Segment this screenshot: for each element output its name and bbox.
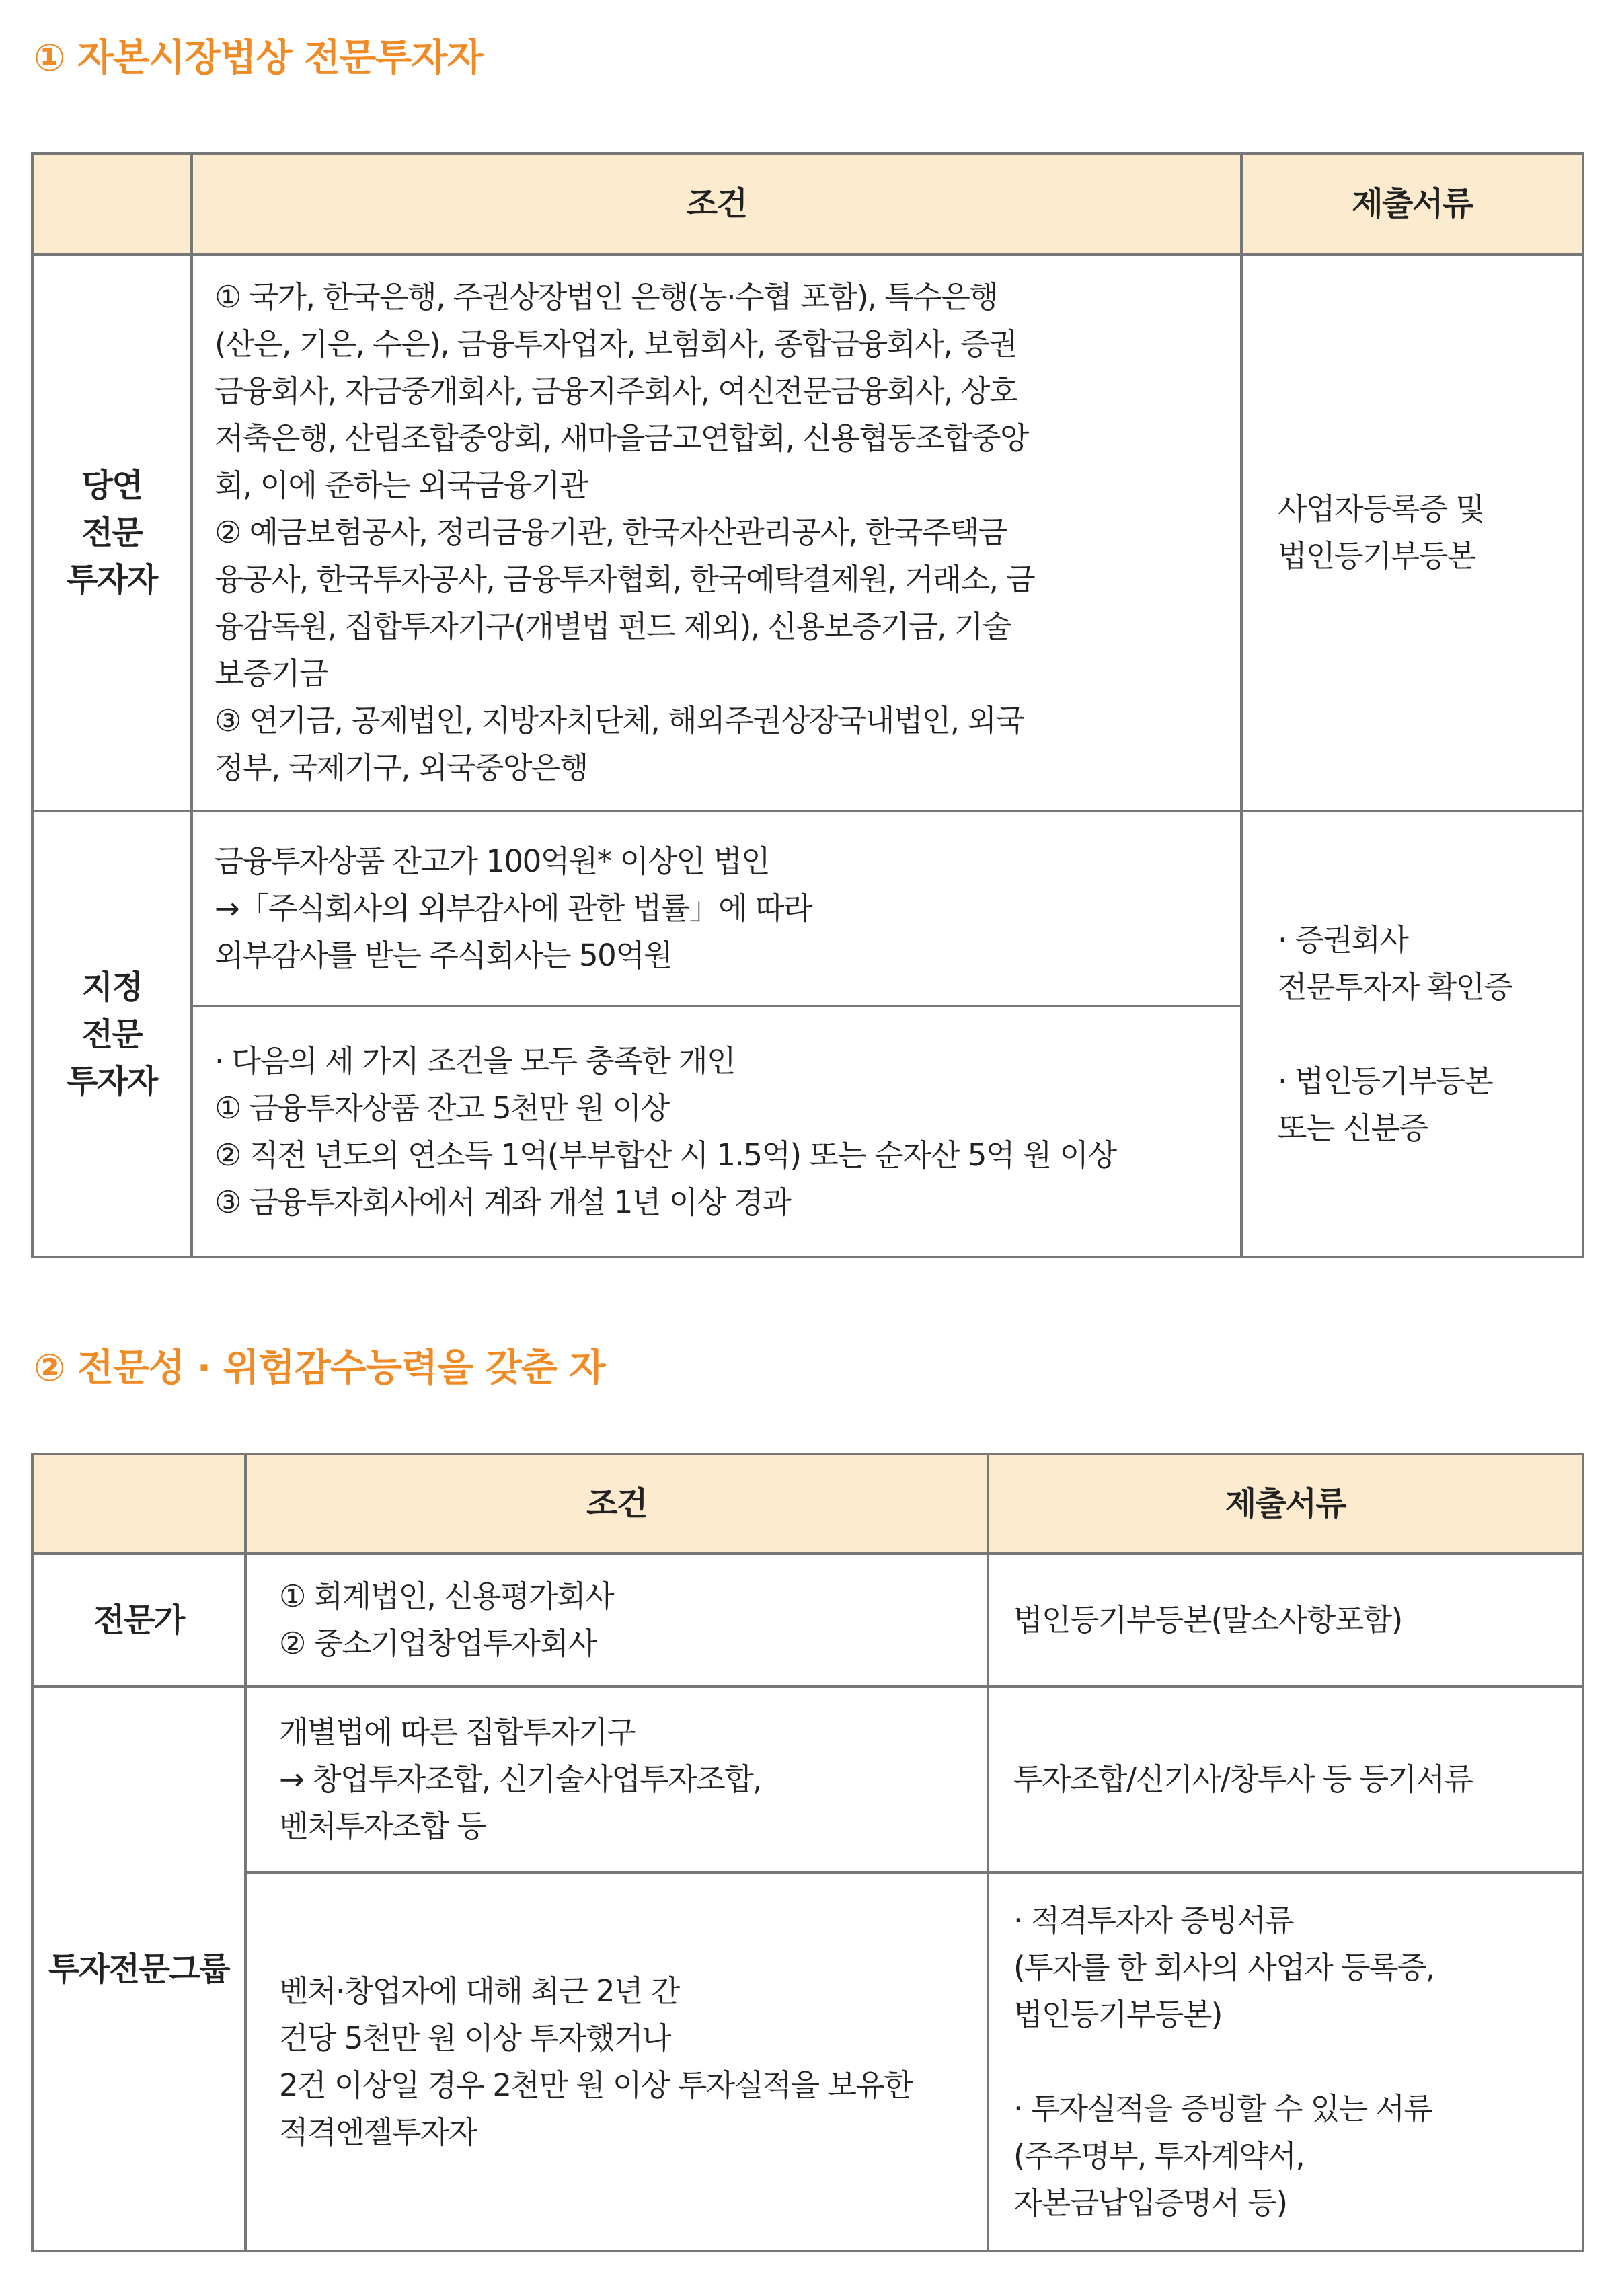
condition-line: 금융투자상품 잔고가 100억원* 이상인 법인 [215, 843, 770, 879]
condition-cell [192, 254, 1241, 811]
document-line: 법인등기부등본) [1013, 1996, 1222, 2032]
condition-cell [245, 1872, 988, 2251]
documents-cell [988, 1687, 1583, 1872]
condition-line: →「주식회사의 외부감사에 관한 법률」에 따라 [215, 890, 812, 926]
condition-line: 2건 이상일 경우 2천만 원 이상 투자실적을 보유한 [279, 2067, 913, 2103]
condition-line: 벤처·창업자에 대해 최근 2년 간 [279, 1973, 679, 2009]
row-head-investment-group: 투자전문그룹 [32, 1687, 245, 2251]
documents-cell [988, 1554, 1583, 1687]
condition-cell [192, 1006, 1241, 1257]
documents-cell [988, 1872, 1583, 2251]
header-documents: 제출서류 [1241, 153, 1583, 254]
condition-line: 외부감사를 받는 주식회사는 50억원 [215, 937, 672, 973]
condition-line: ① 금융투자상품 잔고 5천만 원 이상 [215, 1089, 669, 1126]
row-head-line: 당연 [81, 467, 143, 504]
condition-cell [245, 1554, 988, 1687]
row-head-line: 투자자 [67, 1062, 157, 1100]
documents-cell [1241, 254, 1583, 811]
condition-line: 정부, 국제기구, 외국중앙은행 [215, 750, 588, 786]
condition-line: 융공사, 한국투자공사, 금융투자협회, 한국예탁결제원, 거래소, 금 [215, 562, 1035, 597]
condition-line: 건당 5천만 원 이상 투자했거나 [279, 2020, 670, 2056]
document-line: 또는 신분증 [1278, 1110, 1428, 1146]
document-line: · 법인등기부등본 [1278, 1063, 1493, 1099]
professional-investor-table [31, 152, 1584, 1258]
condition-cell [245, 1687, 988, 1872]
condition-line: 회, 이에 준하는 외국금융기관 [215, 467, 588, 503]
table-row [32, 254, 1583, 811]
section-1-title: ① 자본시장법상 전문투자자 [34, 36, 483, 80]
table-row [32, 1687, 1583, 1872]
document-line: (투자를 한 회사의 사업자 등록증, [1013, 1949, 1434, 1985]
qualified-investor-table [31, 1453, 1584, 2252]
condition-line: ① 회계법인, 신용평가회사 [279, 1578, 613, 1614]
condition-line: 벤처투자조합 등 [279, 1808, 486, 1844]
row-head-expert: 전문가 [32, 1554, 245, 1687]
document-line: 법인등기부등본(말소사항포함) [1013, 1602, 1402, 1638]
row-head-designated-professional [32, 811, 192, 1257]
condition-line: · 다음의 세 가지 조건을 모두 충족한 개인 [215, 1042, 735, 1079]
documents-cell [1241, 811, 1583, 1257]
condition-line: 개별법에 따른 집합투자기구 [279, 1714, 636, 1750]
condition-line: (산은, 기은, 수은), 금융투자업자, 보험회사, 종합금융회사, 증권 [215, 326, 1017, 362]
condition-line: ① 국가, 한국은행, 주권상장법인 은행(농·수협 포함), 특수은행 [215, 279, 998, 315]
condition-line: 보증기금 [215, 656, 328, 691]
document-line: 자본금납입증명서 등) [1013, 2184, 1287, 2221]
row-head-line: 전문 [81, 514, 143, 551]
condition-line: ② 직전 년도의 연소득 1억(부부합산 시 1.5억) 또는 순자산 5억 원 이상 [215, 1137, 1116, 1173]
section-2-title: ② 전문성 · 위험감수능력을 갖춘 자 [34, 1346, 605, 1390]
condition-line: ③ 연기금, 공제법인, 지방자치단체, 해외주권상장국내법인, 외국 [215, 703, 1024, 738]
table-row [32, 811, 1583, 1006]
condition-line: → 창업투자조합, 신기술사업투자조합, [279, 1761, 761, 1797]
condition-line: ② 예금보험공사, 정리금융기관, 한국자산관리공사, 한국주택금 [215, 514, 1007, 550]
row-head-line: 투자자 [67, 561, 157, 599]
document-line: 사업자등록증 및 [1278, 491, 1484, 527]
condition-line: 저축은행, 산림조합중앙회, 새마을금고연합회, 신용협동조합중앙 [215, 420, 1029, 456]
table-row [32, 1872, 1583, 2251]
condition-line: 융감독원, 집합투자기구(개별법 펀드 제외), 신용보증기금, 기술 [215, 609, 1011, 644]
header-blank [32, 1454, 245, 1554]
document-line: 법인등기부등본 [1278, 538, 1475, 574]
row-head-line: 지정 [81, 968, 143, 1006]
table-row [32, 1554, 1583, 1687]
header-documents: 제출서류 [988, 1454, 1583, 1554]
row-head-natural-professional [32, 254, 192, 811]
document-line: 투자조합/신기사/창투사 등 등기서류 [1013, 1761, 1473, 1797]
table-header-row [32, 153, 1583, 254]
header-blank [32, 153, 192, 254]
condition-line: 금융회사, 자금중개회사, 금융지주회사, 여신전문금융회사, 상호 [215, 373, 1017, 409]
document-line: · 증권회사 [1278, 921, 1408, 958]
document-line: (주주명부, 투자계약서, [1013, 2137, 1305, 2174]
document-line: 전문투자자 확인증 [1278, 968, 1512, 1005]
row-head-line: 전문 [81, 1015, 143, 1053]
condition-line: 적격엔젤투자자 [279, 2114, 477, 2150]
table-header-row [32, 1454, 1583, 1554]
condition-line: ② 중소기업창업투자회사 [279, 1625, 597, 1661]
condition-line: ③ 금융투자회사에서 계좌 개설 1년 이상 경과 [215, 1184, 791, 1220]
condition-cell [192, 811, 1241, 1006]
header-condition: 조건 [192, 153, 1241, 254]
document-line: · 적격투자자 증빙서류 [1013, 1902, 1294, 1938]
document-line: · 투자실적을 증빙할 수 있는 서류 [1013, 2090, 1432, 2127]
header-condition: 조건 [245, 1454, 988, 1554]
